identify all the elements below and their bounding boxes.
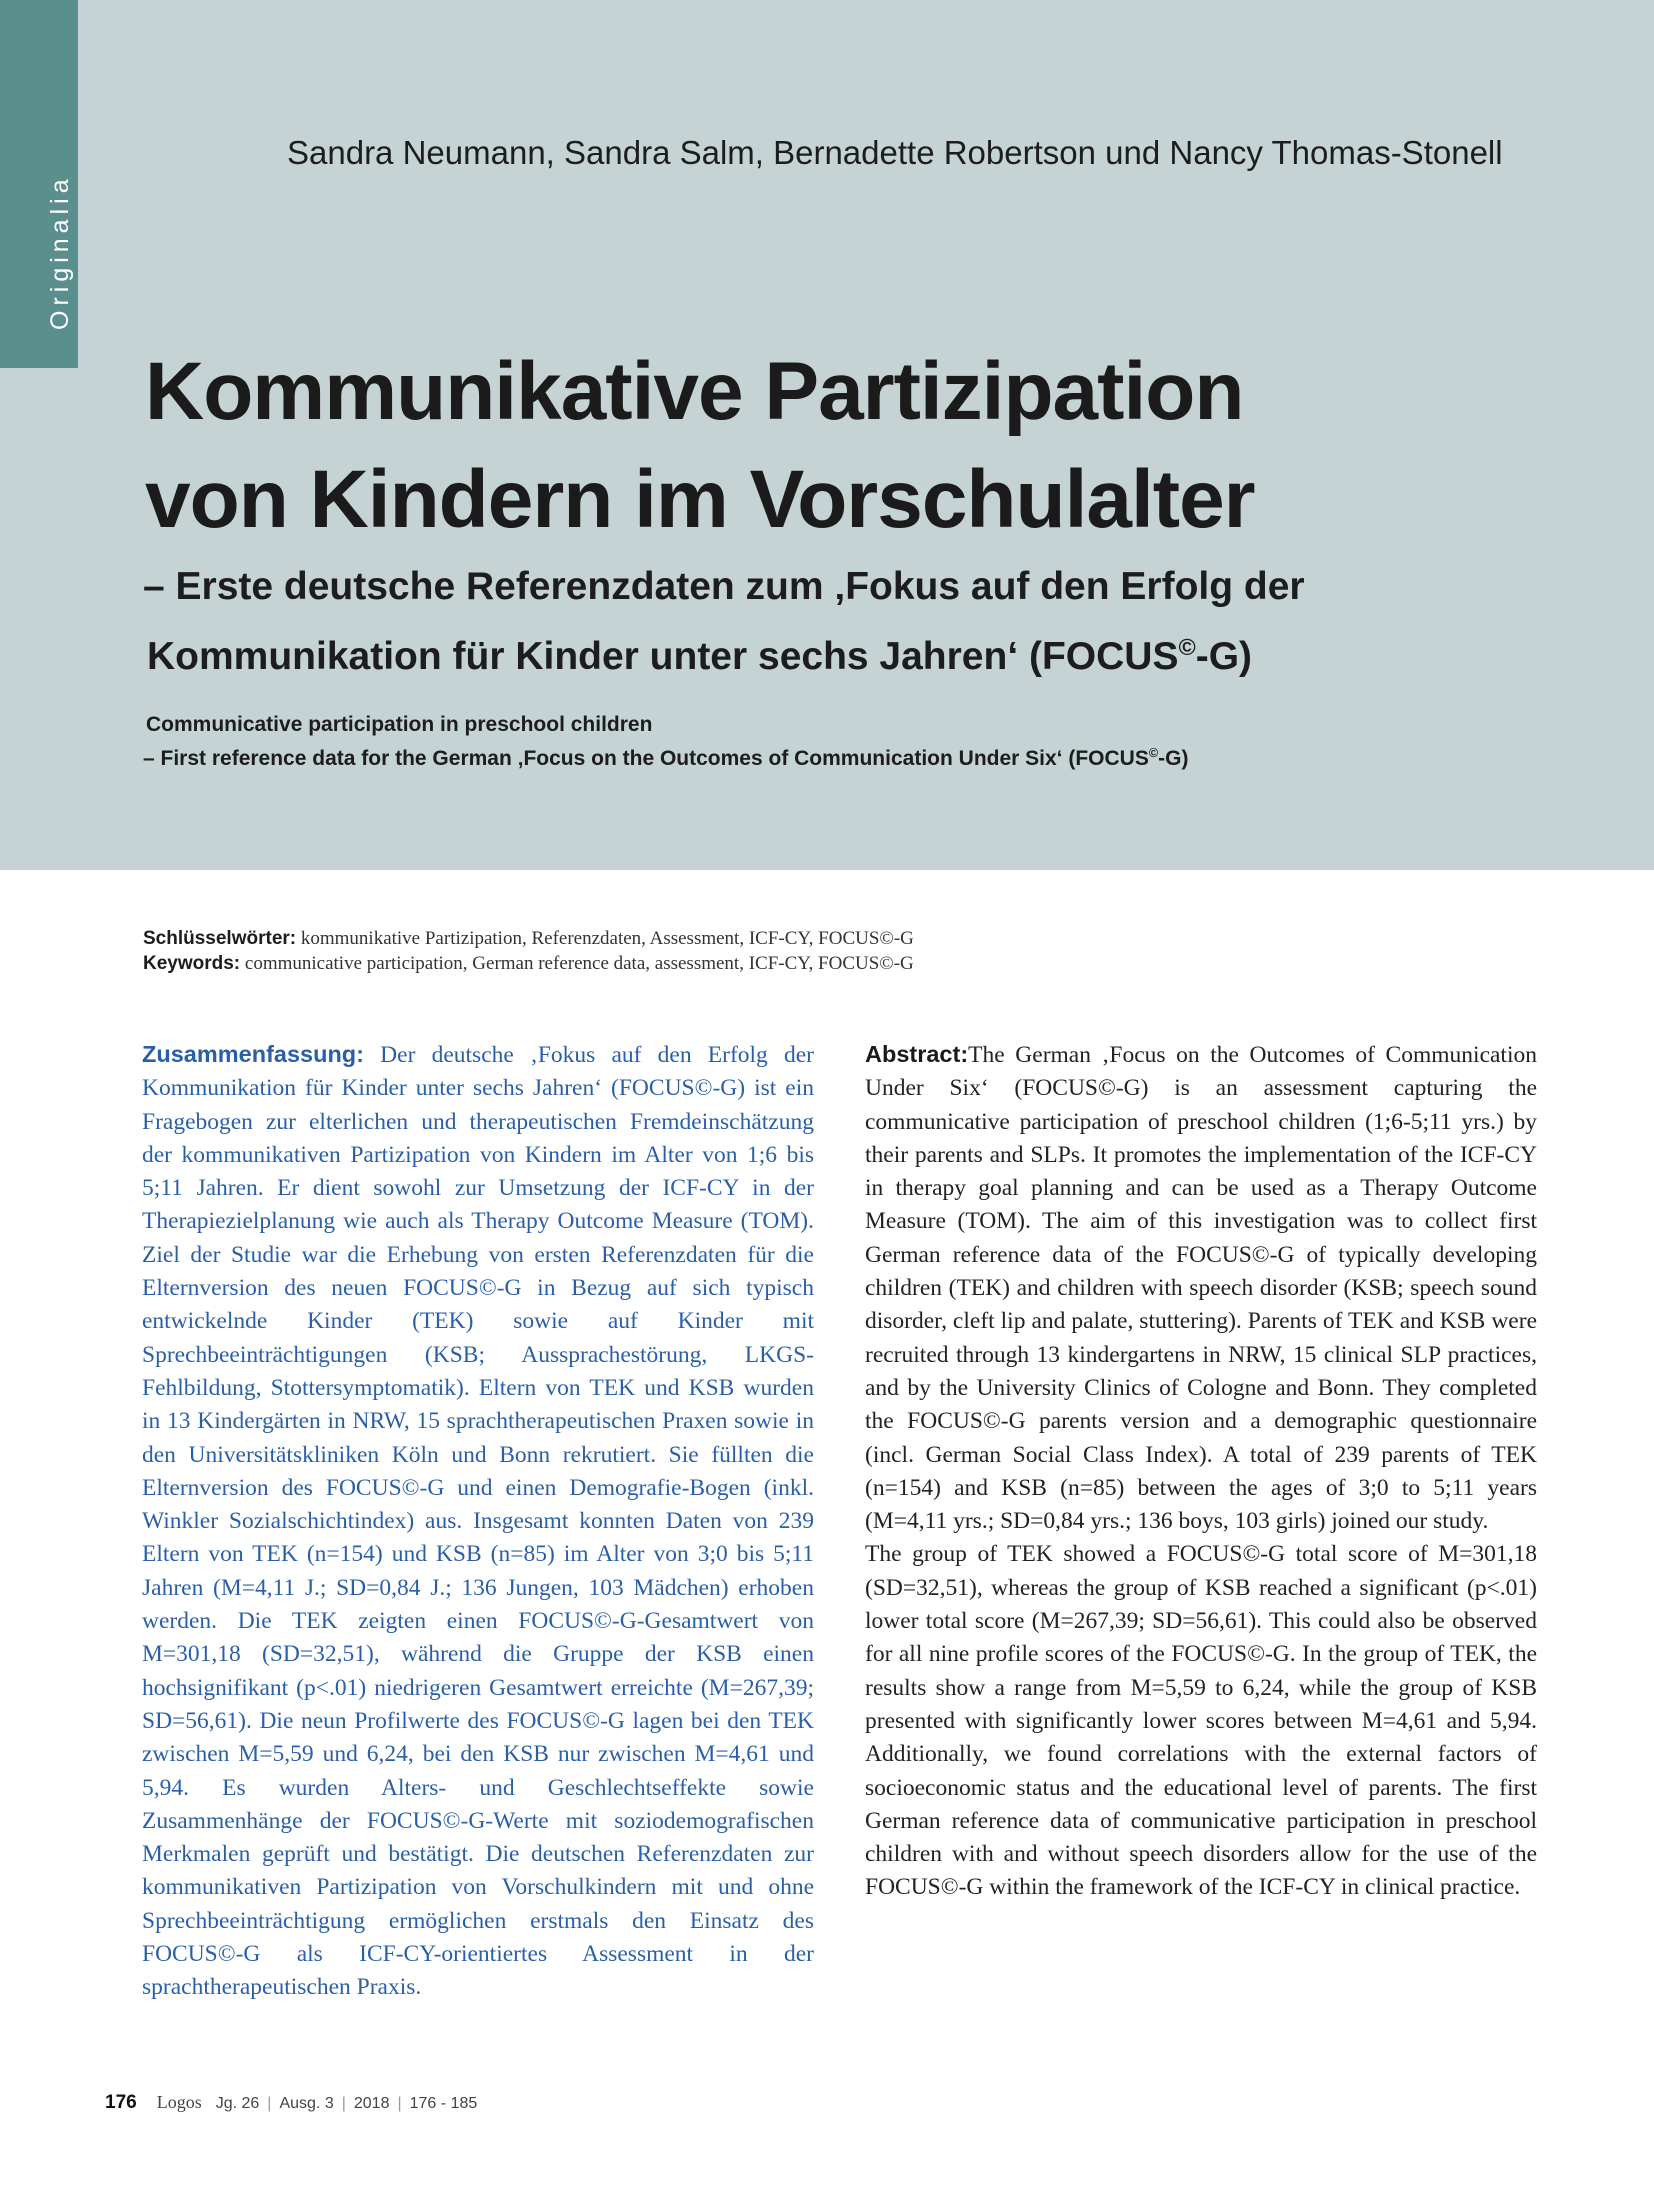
separator: | (397, 2095, 402, 2112)
title-line-2: von Kindern im Vorschulalter (145, 454, 1255, 545)
english-title-line-1: Communicative participation in preschool children (146, 713, 653, 736)
abstract-german (142, 1038, 814, 2005)
separator: | (341, 2095, 346, 2112)
page-number: 176 (105, 2092, 137, 2113)
keywords-en (143, 951, 1543, 976)
abstract-german-text: Der deutsche ‚Fokus auf den Erfolg der Kommunikation für Kinder unter sechs Jahren‘ (FOCUS©-G) ist ein Fragebogen zur elterlichen und therapeutischen Fremdeinschätzung der kommunikativen Partizipation von Kindern im Alter von 1;6 bis 5;11 Jahren. Er dient sowohl zur Umsetzung der ICF-CY in der Therapiezielplanung wie auch als Therapy Outcome Measure (TOM). Ziel der Studie war die Erhebung von ersten Referenzdaten für die Elternversion des neuen FOCUS©-G in Bezug auf sich typisch entwickelnde Kinder (TEK) sowie auf Kinder mit Sprechbeeinträchtigungen (KSB; Aussprachestörung, LKGS-Fehlbildung, Stottersymptomatik). Eltern von TEK und KSB wurden in 13 Kindergärten in NRW, 15 sprachtherapeutischen Praxen sowie in den Universitätskliniken Köln und Bonn rekrutiert. Sie füllten die Elternversion des FOCUS©-G und einen Demografie-Bogen (inkl. Winkler Sozialschichtindex) aus. Insgesamt konnten Daten von 239 Eltern von TEK (n=154) und KSB (n=85) im Alter von 3;0 bis 5;11 Jahren (M=4,11 J.; SD=0,84 J.; 136 Jungen, 103 Mädchen) erhoben werden. Die TEK zeigten einen FOCUS©-G-Gesamtwert von M=301,18 (SD=32,51), während die Gruppe der KSB einen hochsignifikant (p<.01) niedrigeren Gesamtwert erreichte (M=267,39; SD=56,61). Die neun Profilwerte des FOCUS©-G lagen bei den TEK zwischen M=5,59 und 6,24, bei den KSB nur zwischen M=4,61 und 5,94. Es wurden Alters- und Geschlechtseffekte sowie Zusammenhänge der FOCUS©-G-Werte mit soziodemografischen Merkmalen geprüft und bestätigt. Die deutschen Referenzdaten zur kommunikativen Partizipation von Vorschulkindern mit und ohne Sprechbeeinträchtigung ermöglichen erstmals den Einsatz des FOCUS©-G als ICF-CY-orientiertes Assessment in der sprachtherapeutischen Praxis. (142, 1042, 814, 2001)
section-label: Originalia (46, 174, 74, 330)
keywords-de-label: Schlüsselwörter: (143, 928, 297, 949)
abstract-english (865, 1038, 1537, 1905)
journal-year: 2018 (353, 2095, 390, 2112)
english-title-line-2 (143, 742, 1563, 776)
keywords-de (143, 926, 1543, 951)
keywords-de-text: kommunikative Partizipation, Referenzdaten, Assessment, ICF-CY, FOCUS©-G (296, 928, 914, 949)
journal-pages: 176 - 185 (409, 2095, 478, 2112)
page-footer (105, 2092, 477, 2114)
copyright-sup: © (1148, 746, 1159, 760)
abstract-english-text-2: The group of TEK showed a FOCUS©-G total score of M=301,18 (SD=32,51), whereas the group of KSB reached a significant (p<.01) lower total score (M=267,39; SD=56,61). This could also be observed for all nine profile scores of the FOCUS©-G. In the group of TEK, the results show a range from M=5,59 to 6,24, while the group of KSB presented with significantly lower scores between M=4,61 and 5,94. Additionally, we found correlations with the external factors of socioeconomic status and the educational level of parents. The first German reference data of communicative participation in preschool children with and without speech disorders allow for the use of the FOCUS©-G within the framework of the ICF-CY in clinical practice. (865, 1541, 1537, 1901)
journal-issue: Ausg. 3 (279, 2095, 334, 2112)
journal-name: Logos (156, 2092, 202, 2112)
article-subtitle (143, 552, 1563, 692)
journal-volume: Jg. 26 (215, 2095, 260, 2112)
subtitle-line-2 (143, 622, 1563, 692)
abstract-german-heading: Zusammenfassung: (142, 1041, 364, 1067)
keywords-en-label: Keywords: (143, 953, 241, 974)
english-title (143, 708, 1563, 776)
subtitle-line-1: – Erste deutsche Referenzdaten zum ‚Fokus auf den Erfolg der (143, 565, 1305, 608)
abstract-english-text-1: The German ‚Focus on the Outcomes of Communication Under Six‘ (FOCUS©-G) is an assessment capturing the communicative participation of preschool children (1;6-5;11 yrs.) by their parents and SLPs. It promotes the implementation of the ICF-CY in therapy goal planning and can be used as a Therapy Outcome Measure (TOM). The aim of this investigation was to collect first German reference data of the FOCUS©-G of typically developing children (TEK) and children with speech disorder (KSB; speech sound disorder, cleft lip and palate, stuttering). Parents of TEK and KSB were recruited through 13 kindergartens in NRW, 15 clinical SLP practices, and by the University Clinics of Cologne and Bonn. They completed the FOCUS©-G parents version and a demographic questionnaire (incl. German Social Class Index). A total of 239 parents of TEK (n=154) and KSB (n=85) between the ages of 3;0 to 5;11 years (M=4,11 yrs.; SD=0,84 yrs.; 136 boys, 103 girls) joined our study. (865, 1042, 1537, 1535)
title-line-1: Kommunikative Partizipation (145, 346, 1244, 437)
subtitle-line-2-text: Kommunikation für Kinder unter sechs Jahren‘ (FOCUS (147, 635, 1179, 678)
article-title (145, 338, 1545, 554)
authors: Sandra Neumann, Sandra Salm, Bernadette Robertson und Nancy Thomas-Stonell (287, 134, 1503, 171)
english-title-line-2-text: – First reference data for the German ‚Focus on the Outcomes of Communication Under Six‘ (FOCUS (143, 747, 1149, 770)
keywords-en-text: communicative participation, German reference data, assessment, ICF-CY, FOCUS©-G (240, 953, 914, 974)
english-title-line-2-suffix: -G) (1158, 747, 1189, 770)
copyright-sup: © (1178, 634, 1196, 660)
subtitle-line-2-suffix: -G) (1195, 635, 1253, 678)
abstract-english-heading: Abstract: (865, 1041, 969, 1067)
keywords-block (143, 926, 1543, 976)
separator: | (267, 2095, 272, 2112)
